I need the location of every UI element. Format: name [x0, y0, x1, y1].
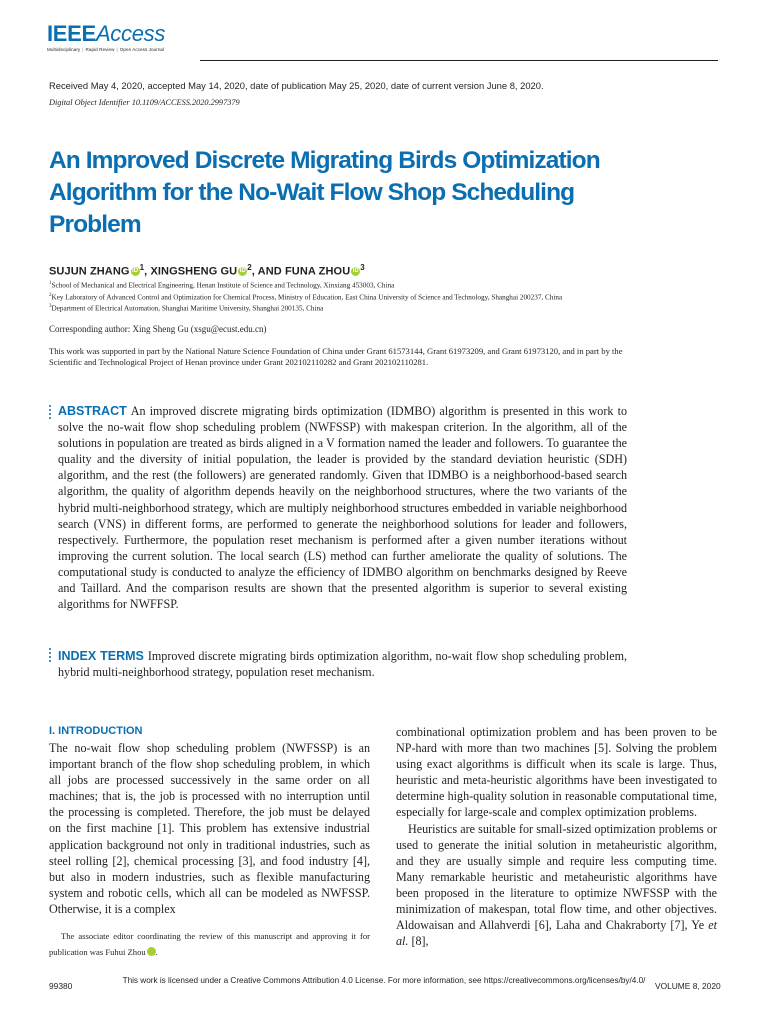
funding-statement: This work was supported in part by the National Nature Science Foundation of China under Grant 61573144, Grant 61973209, and Grant 61973120, and in part by the Scientific and Technological Project of Henan province under Grant 202102110282 and Grant 202102110281. [49, 346, 623, 368]
affiliations [49, 279, 649, 314]
journal-logo [47, 22, 165, 52]
affiliation-item: $^3$Department of Electrical Automation, Shanghai Maritime University, Shanghai 200135, China [49, 304, 324, 313]
abstract-text: An improved discrete migrating birds optimization (IDMBO) algorithm is presented in this work to solve the no-wait flow shop scheduling problem (NWFSSP) with makespan criterion. In the algorithm, all of the solutions in population are treated as birds aligned in a V formation named the leader and followers. To guarantee the quality and the diversity of initial population, the leader is provided by the standard deviation heuristic (SDH) algorithm, and the rest (the followers) are generated randomly. Given that IDMBO is a neighborhood-based search algorithm, the quality of algorithm depends heavily on the neighborhood structures, where the two variants of the hybrid multi-neighborhood strategy, which are multiply neighborhood structures embedded in variable neighborhood search (VNS) in different forms, are performed to generate the neighborhood solutions for leader and followers, respectively. Furthermore, the population reset mechanism is performed after a given number iterations without improving the current solution. The local search (LS) method can further ameliorate the quality of solutions. The computational study is conducted to analyze the efficiency of IDMBO algorithm on benchmarks designed by Reeve and Taillard. And the comparison results are shown that the presented algorithm is superior to several existing algorithms for NWFFSP. [58, 404, 627, 612]
editor-footnote: The associate editor coordinating the review of this manuscript and approving it for publication was Fuhui Zhou iD. [49, 931, 370, 957]
logo-tagline: Multidisciplinary | Rapid Review | Open Access Journal [47, 47, 165, 52]
orcid-icon[interactable]: iD [239, 267, 246, 274]
author-name: XINGSHENG GU [150, 265, 238, 278]
page-number: 99380 [49, 981, 73, 991]
corresponding-author: Corresponding author: Xing Sheng Gu (xsgu@ecust.edu.cn) [49, 324, 267, 334]
affiliation-item: $^1$School of Mechanical and Electrical Engineering, Henan Institute of Science and Technology, Xinxiang 453003, China [49, 281, 395, 290]
body-column-left [49, 724, 370, 917]
index-terms-text: Improved discrete migrating birds optimization algorithm, no-wait flow shop scheduling problem, hybrid multi-neighborhood strategy, population reset mechanism. [58, 649, 627, 680]
header-rule [200, 60, 718, 61]
affiliation-item: $^2$Key Laboratory of Advanced Control and Optimization for Chemical Process, Ministry of Education, East China University of Science and Technology, Shanghai 200237, China [49, 292, 563, 301]
license-notice: This work is licensed under a Creative Commons Attribution 4.0 License. For more information, see https://creativecommons.org/licenses/by/4.0/ [122, 976, 646, 985]
doi: Digital Object Identifier 10.1109/ACCESS.2020.2997379 [49, 98, 240, 107]
orcid-icon[interactable]: iD [147, 947, 156, 956]
publication-dates: Received May 4, 2020, accepted May 14, 2020, date of publication May 25, 2020, date of current version June 8, 2020. [49, 80, 544, 91]
section-heading: I. INTRODUCTION [49, 725, 143, 737]
index-terms-dots-icon [49, 648, 52, 664]
author-name: FUNA ZHOU [284, 265, 351, 278]
body-column-right [396, 724, 717, 949]
body-paragraph: combinational optimization problem and has been proven to be NP-hard with more than two machines [5]. Solving the problem using exact algorithms is difficult when its scale is large. Thus, heuristic and meta-heuristic algorithms have been investigated to determine high-quality solution in reasonable computational time, especially for large-scale and complex optimization problems. [396, 725, 717, 820]
body-paragraph: Heuristics are suitable for small-sized optimization problems or used to generate the initial solution in metaheuristic algorithm, and they are usually simple and require less computing time. Many remarkable heuristic and metaheuristic algorithms have been proposed in the literature to optimize NWFSSP with the minimization of makespan, total flow time, and other objectives. Aldowaisan and Allahverdi [6], Laha and Chakraborty [7], Ye et al. [8], [396, 821, 717, 949]
abstract-dots-icon [49, 405, 52, 421]
orcid-icon[interactable]: iD [131, 267, 139, 274]
paper-title: An Improved Discrete Migrating Birds Optimization Algorithm for the No-Wait Flow Shop Scheduling Problem [49, 147, 600, 238]
abstract [58, 403, 627, 612]
author-name: SUJUN ZHANG [49, 265, 130, 278]
abstract-label: ABSTRACT [58, 404, 127, 418]
body-paragraph: The no-wait flow shop scheduling problem (NWFSSP) is an important branch of the flow shop scheduling problem, in which all jobs are processed successively in the same order on all machines; that is, the job is processed with no interruption until the processing is completed. Therefore, the job must be delayed on the first machine [1]. This problem has extensive industrial application background not only in traditional industries, such as steel rolling [2], chemical processing [3], and food industry [4], but also in modern industries, such as flexible manufacturing system and robotic cells, which all can be modeled as NWFSSP. Otherwise, it is a complex [49, 741, 370, 916]
logo-wordmark: IEEEAccess [47, 21, 166, 46]
volume-label: VOLUME 8, 2020 [655, 981, 721, 991]
index-terms [58, 648, 627, 680]
index-terms-label: INDEX TERMS [58, 649, 144, 663]
author-list: SUJUN ZHANG $iD^1$, XINGSHENG GU $iD^2$, AND FUNA ZHOU $iD^3$ [49, 263, 365, 278]
orcid-icon[interactable]: iD [352, 267, 359, 274]
